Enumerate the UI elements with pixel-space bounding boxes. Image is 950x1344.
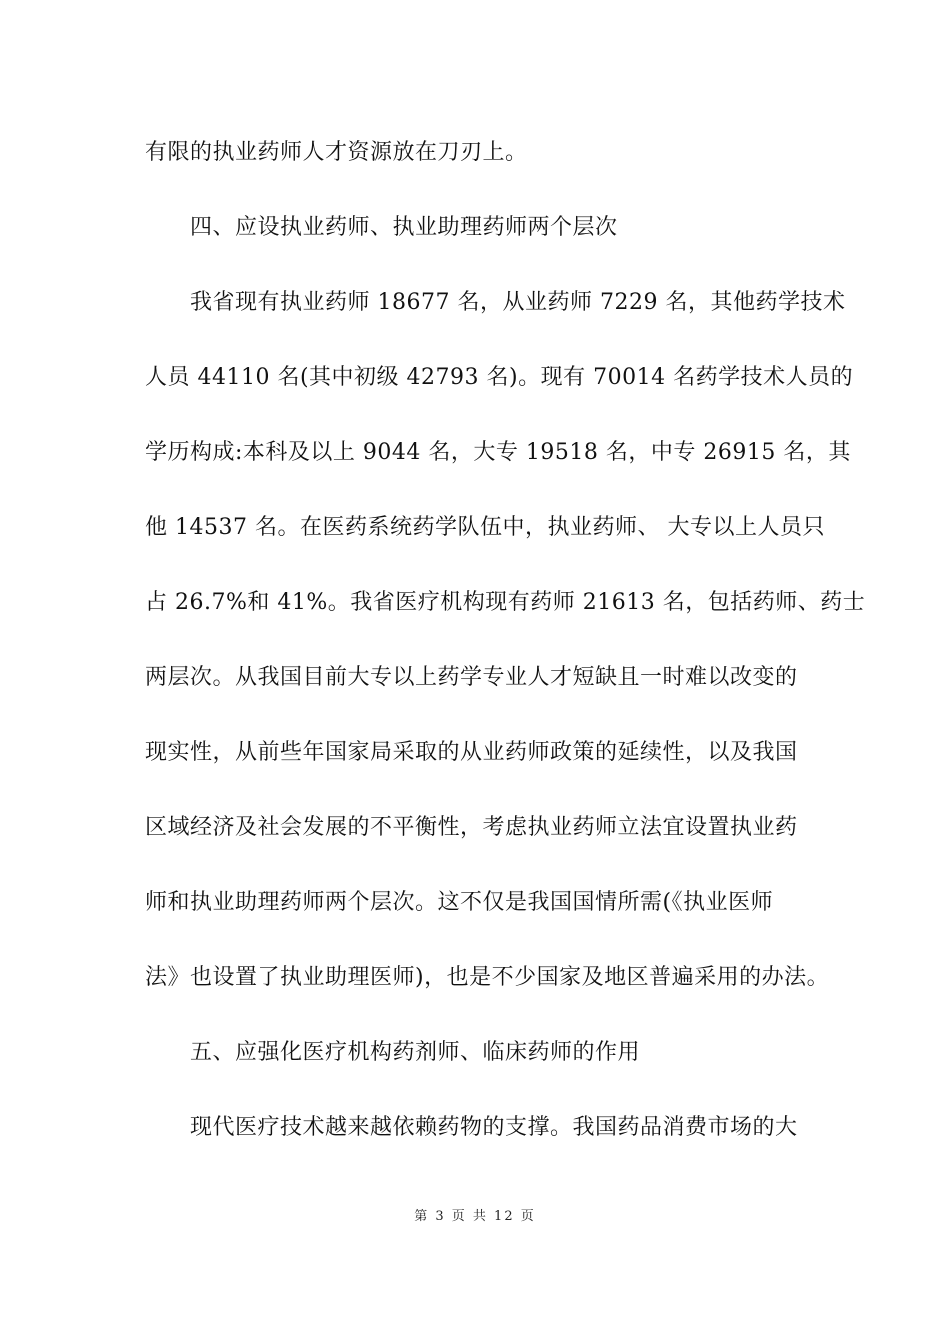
paragraph-line-5: 学历构成:本科及以上 9044 名，大专 19518 名，中专 26915 名，其 [145,440,851,465]
paragraph-line-11: 师和执业助理药师两个层次。这不仅是我国国情所需(《执业医师 [145,890,774,915]
paragraph-line-10: 区域经济及社会发展的不平衡性，考虑执业药师立法宜设置执业药 [145,815,798,840]
paragraph-line-3: 我省现有执业药师 18677 名，从业药师 7229 名，其他药学技术 [190,290,846,315]
paragraph-line-4: 人员 44110 名(其中初级 42793 名)。现有 70014 名药学技术人员的 [145,365,854,390]
section-heading-5: 五、应强化医疗机构药剂师、临床药师的作用 [190,1040,641,1065]
paragraph-line-14: 现代医疗技术越来越依赖药物的支撑。我国药品消费市场的大 [190,1115,798,1140]
page-number-footer: 第 3 页 共 12 页 [414,1209,536,1224]
paragraph-line-6: 他 14537 名。在医药系统药学队伍中，执业药师、 大专以上人员只 [145,515,825,540]
section-heading-4: 四、应设执业药师、执业助理药师两个层次 [190,215,618,240]
paragraph-line-8: 两层次。从我国目前大专以上药学专业人才短缺且一时难以改变的 [145,665,798,690]
paragraph-line-7: 占 26.7%和 41%。我省医疗机构现有药师 21613 名，包括药师、药士 [145,590,866,615]
paragraph-line-1: 有限的执业药师人才资源放在刀刃上。 [145,140,528,165]
paragraph-line-12: 法》也设置了执业助理医师)，也是不少国家及地区普遍采用的办法。 [145,965,830,990]
paragraph-line-9: 现实性，从前些年国家局采取的从业药师政策的延续性，以及我国 [145,740,798,765]
